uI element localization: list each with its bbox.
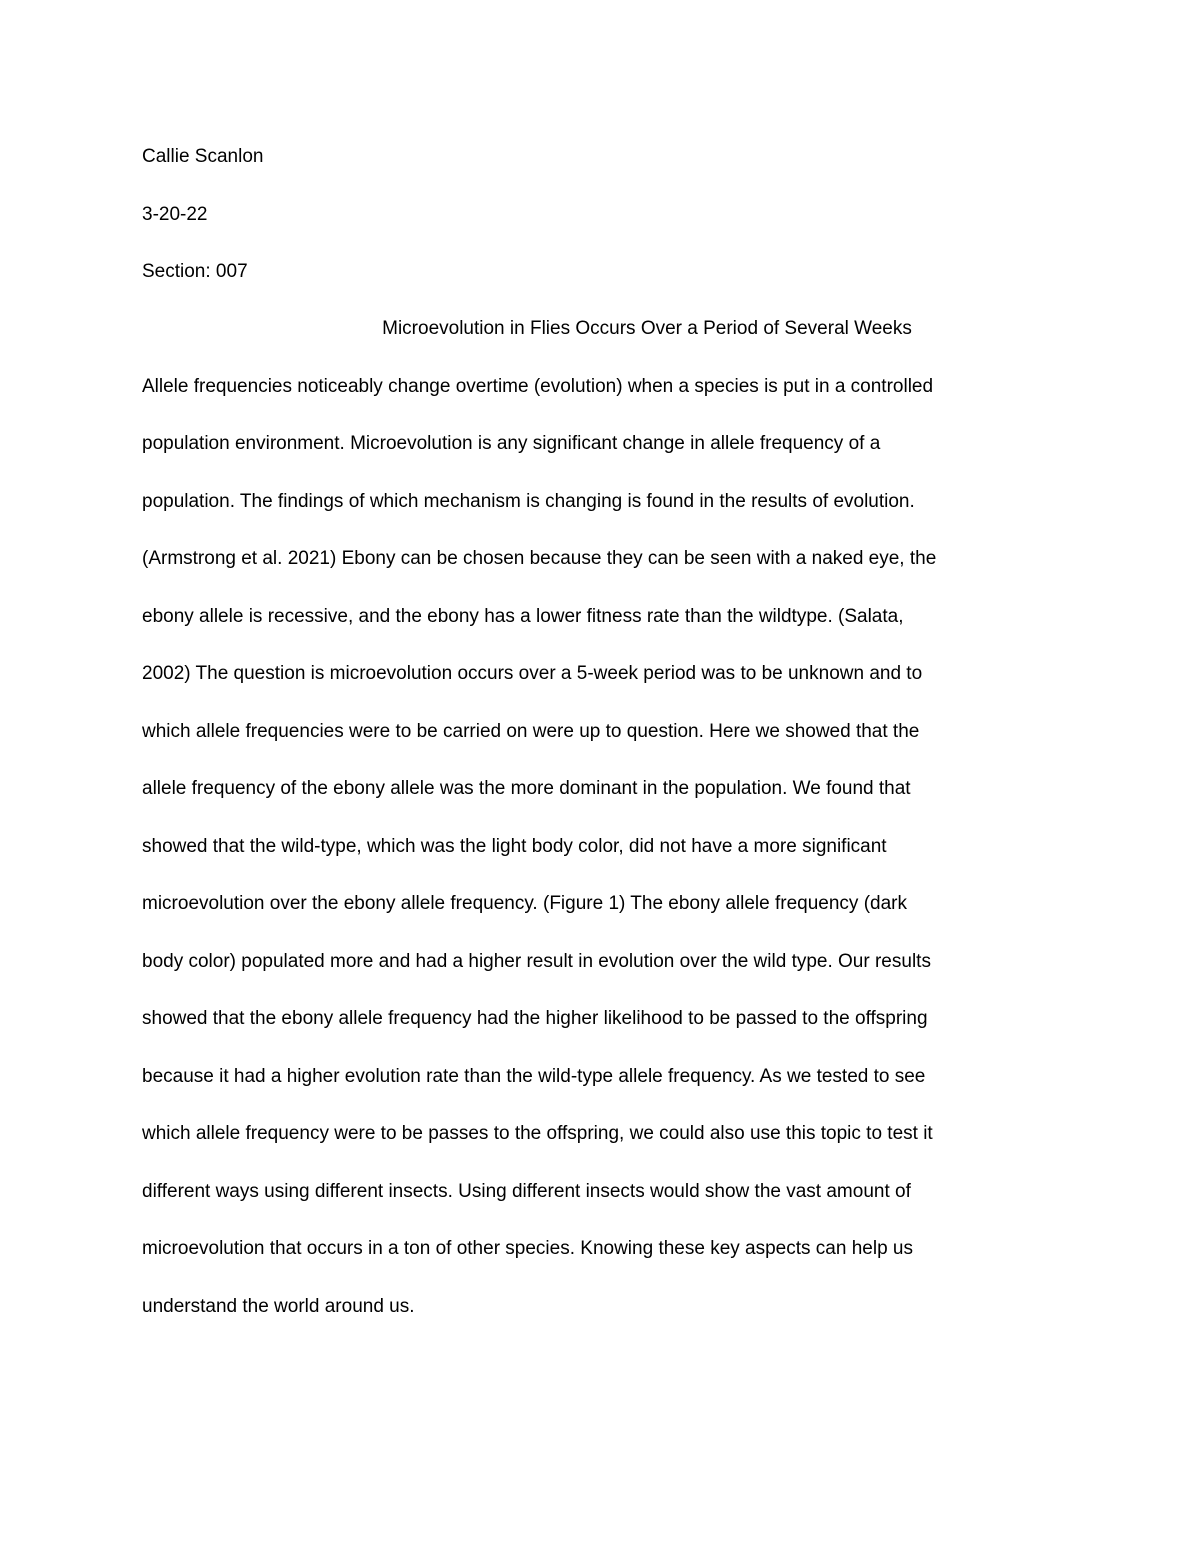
body-line: allele frequency of the ebony allele was the more dominant in the population. We found that	[142, 778, 911, 799]
document-date: 3-20-22	[142, 204, 208, 225]
body-line: understand the world around us.	[142, 1296, 415, 1317]
body-line: showed that the wild-type, which was the light body color, did not have a more significant	[142, 836, 887, 857]
body-line: body color) populated more and had a higher result in evolution over the wild type. Our results	[142, 951, 931, 972]
body-line: which allele frequencies were to be carried on were up to question. Here we showed that the	[142, 721, 920, 742]
body-line: population environment. Microevolution is any significant change in allele frequency of a	[142, 433, 881, 454]
body-line: Allele frequencies noticeably change overtime (evolution) when a species is put in a controlled	[142, 376, 934, 397]
section-number: Section: 007	[142, 261, 248, 282]
body-line: 2002) The question is microevolution occurs over a 5-week period was to be unknown and to	[142, 663, 923, 684]
body-line: ebony allele is recessive, and the ebony has a lower fitness rate than the wildtype. (Salata,	[142, 606, 904, 627]
body-line: (Armstrong et al. 2021) Ebony can be chosen because they can be seen with a naked eye, the	[142, 548, 937, 569]
body-line: different ways using different insects. Using different insects would show the vast amount of	[142, 1181, 911, 1202]
body-line: because it had a higher evolution rate than the wild-type allele frequency. As we tested to see	[142, 1066, 926, 1087]
author-name: Callie Scanlon	[142, 146, 264, 167]
body-line: microevolution over the ebony allele frequency. (Figure 1) The ebony allele frequency (dark	[142, 893, 907, 914]
body-line: microevolution that occurs in a ton of other species. Knowing these key aspects can help us	[142, 1238, 913, 1259]
body-line: population. The findings of which mechanism is changing is found in the results of evolution.	[142, 491, 915, 512]
document-title: Microevolution in Flies Occurs Over a Period of Several Weeks	[382, 318, 912, 339]
body-line: which allele frequency were to be passes to the offspring, we could also use this topic to test it	[142, 1123, 933, 1144]
body-line: showed that the ebony allele frequency had the higher likelihood to be passed to the offspring	[142, 1008, 928, 1029]
